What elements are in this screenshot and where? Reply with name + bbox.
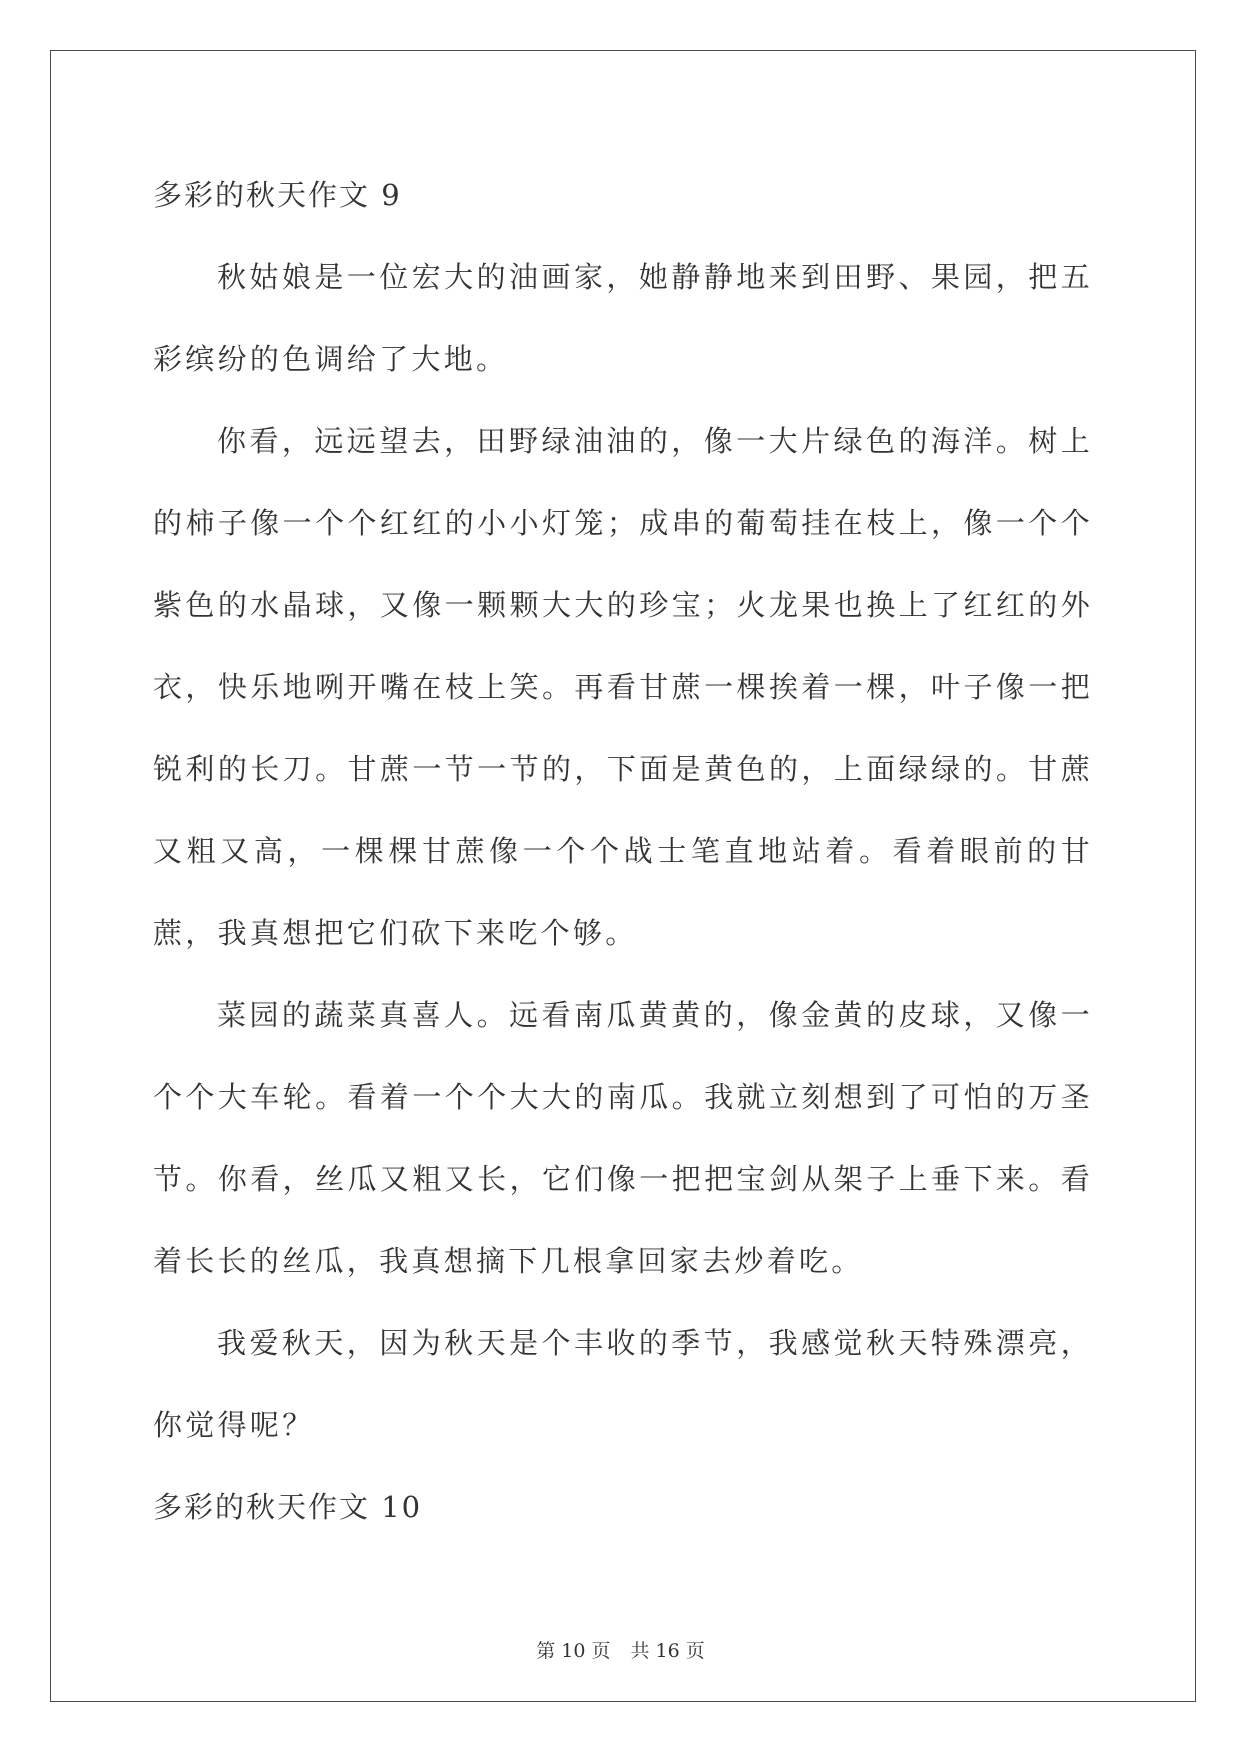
page-footer [0, 1636, 1241, 1663]
paragraph: 我爱秋天，因为秋天是个丰收的季节，我感觉秋天特殊漂亮，你觉得呢？ [153, 1326, 1093, 1442]
page-number: 第 10 页 [536, 1640, 611, 1662]
section-title: 多彩的秋天作文 9 [153, 178, 402, 212]
page-total: 共 16 页 [630, 1640, 705, 1662]
paragraph: 秋姑娘是一位宏大的油画家，她静静地来到田野、果园，把五彩缤纷的色调给了大地。 [153, 260, 1093, 376]
paragraph: 你看，远远望去，田野绿油油的，像一大片绿色的海洋。树上的柿子像一个个红红的小小灯笼；成串的葡萄挂在枝上，像一个个紫色的水晶球，又像一颗颗大大的珍宝；火龙果也换上了红红的外衣，快乐地咧开嘴在枝上笑。再看甘蔗一棵挨着一棵，叶子像一把锐利的长刀。甘蔗一节一节的，下面是黄色的，上面绿绿的。甘蔗又粗又高，一棵棵甘蔗像一个个战士笔直地站着。看着眼前的甘蔗，我真想把它们砍下来吃个够。 [153, 424, 1093, 950]
section-title: 多彩的秋天作文 10 [153, 1490, 423, 1524]
paragraph: 菜园的蔬菜真喜人。远看南瓜黄黄的，像金黄的皮球，又像一个个大车轮。看着一个个大大的南瓜。我就立刻想到了可怕的万圣节。你看，丝瓜又粗又长，它们像一把把宝剑从架子上垂下来。看着长长的丝瓜，我真想摘下几根拿回家去炒着吃。 [153, 998, 1093, 1278]
document-body [153, 154, 1093, 1548]
